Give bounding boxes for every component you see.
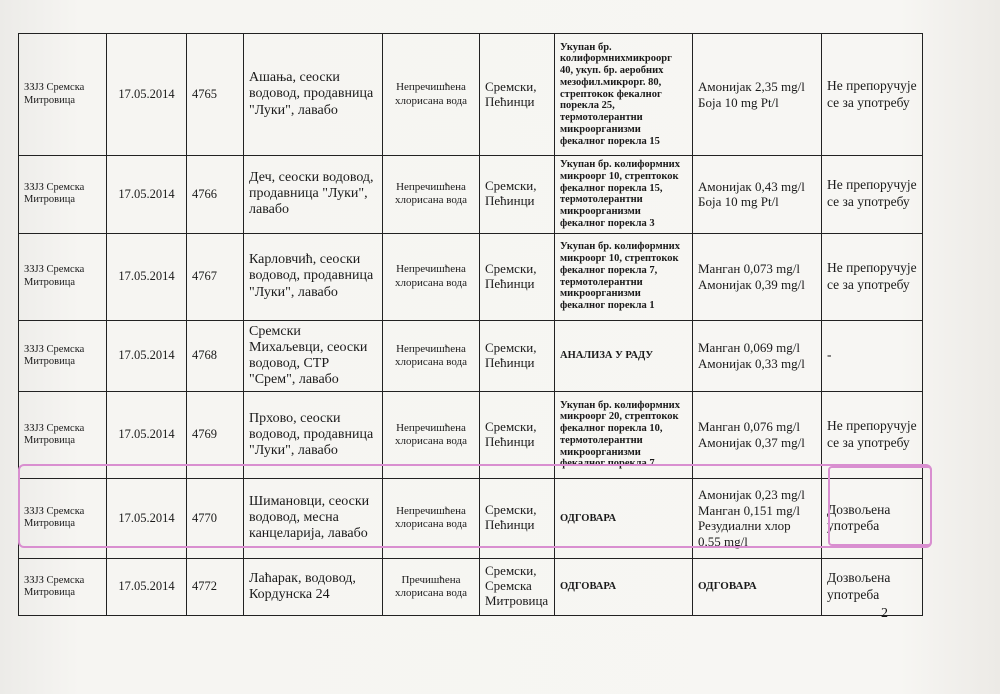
region-cell: Сремски, Пећинци <box>480 478 555 558</box>
table-row <box>19 156 923 234</box>
location-cell: Ашања, сеоски водовод, продавница "Луки", лавабо <box>244 34 383 156</box>
microbiology-cell: ОДГОВАРА <box>555 558 693 615</box>
page-number: 2 <box>881 606 888 621</box>
location-cell: Карловчић, сеоски водовод, продавница "Луки", лавабо <box>244 233 383 320</box>
verdict-cell: Не препоручује се за употребу <box>822 233 923 320</box>
table-row <box>19 320 923 391</box>
chemistry-cell: Амонијак 0,23 mg/l Манган 0,151 mg/l Резудиални хлор 0,55 mg/l <box>693 478 822 558</box>
water-type-cell: Непречишћена хлорисана вода <box>383 233 480 320</box>
location-cell: Сремски Михаљевци, сеоски водовод, СТР "Срем", лавабо <box>244 320 383 391</box>
chemistry-cell: Амонијак 0,43 mg/l Боја 10 mg Pt/l <box>693 156 822 234</box>
date-cell: 17.05.2014 <box>107 391 187 478</box>
date-cell: 17.05.2014 <box>107 156 187 234</box>
chemistry-cell: Манган 0,069 mg/l Амонијак 0,33 mg/l <box>693 320 822 391</box>
water-type-cell: Непречишћена хлорисана вода <box>383 156 480 234</box>
sample-number-cell: 4770 <box>187 478 244 558</box>
table-row <box>19 391 923 478</box>
chemistry-cell: Манган 0,076 mg/l Амонијак 0,37 mg/l <box>693 391 822 478</box>
microbiology-cell: Укупан бр. колиформних микроорг 10, стрептокок фекалног порекла 15, термотолерантни микроорганизми фекалног порекла 3 <box>555 156 693 234</box>
microbiology-cell: ОДГОВАРА <box>555 478 693 558</box>
water-type-cell: Непречишћена хлорисана вода <box>383 320 480 391</box>
table-row <box>19 233 923 320</box>
region-cell: Сремски, Пећинци <box>480 320 555 391</box>
sample-number-cell: 4772 <box>187 558 244 615</box>
sample-number-cell: 4767 <box>187 233 244 320</box>
location-cell: Шимановци, сеоски водовод, месна канцеларија, лавабо <box>244 478 383 558</box>
microbiology-cell: АНАЛИЗА У РАДУ <box>555 320 693 391</box>
chemistry-cell: ОДГОВАРА <box>693 558 822 615</box>
date-cell: 17.05.2014 <box>107 34 187 156</box>
verdict-cell: Дозвољена употреба <box>822 558 923 615</box>
institute-cell: ЗЗЈЗ Сремска Митровица <box>19 156 107 234</box>
sample-number-cell: 4766 <box>187 156 244 234</box>
water-type-cell: Непречишћена хлорисана вода <box>383 478 480 558</box>
sample-number-cell: 4768 <box>187 320 244 391</box>
region-cell: Сремски, Пећинци <box>480 391 555 478</box>
verdict-cell: - <box>822 320 923 391</box>
institute-cell: ЗЗЈЗ Сремска Митровица <box>19 233 107 320</box>
verdict-cell: Не препоручује се за употребу <box>822 156 923 234</box>
water-type-cell: Пречишћена хлорисана вода <box>383 558 480 615</box>
date-cell: 17.05.2014 <box>107 558 187 615</box>
region-cell: Сремски, Пећинци <box>480 156 555 234</box>
table-row-highlighted <box>19 478 923 558</box>
date-cell: 17.05.2014 <box>107 233 187 320</box>
chemistry-cell: Амонијак 2,35 mg/l Боја 10 mg Pt/l <box>693 34 822 156</box>
chemistry-cell: Манган 0,073 mg/l Амонијак 0,39 mg/l <box>693 233 822 320</box>
sample-number-cell: 4765 <box>187 34 244 156</box>
institute-cell: ЗЗЈЗ Сремска Митровица <box>19 34 107 156</box>
institute-cell: ЗЗЈЗ Сремска Митровица <box>19 391 107 478</box>
date-cell: 17.05.2014 <box>107 478 187 558</box>
verdict-cell: Дозвољена употреба <box>822 478 923 558</box>
verdict-cell: Не препоручује се за употребу <box>822 34 923 156</box>
microbiology-cell: Укупан бр. колиформнихмикроорг 40, укуп. бр. аеробних мезофил.микрорг. 80, стрептокок фекалног порекла 25, термотолерантни микроорганизми фекалног порекла 15 <box>555 34 693 156</box>
table-row <box>19 558 923 615</box>
sample-number-cell: 4769 <box>187 391 244 478</box>
region-cell: Сремски, Пећинци <box>480 233 555 320</box>
microbiology-cell: Укупан бр. колиформних микроорг 10, стрептокок фекалног порекла 7, термотолерантни микроорганизми фекалног порекла 1 <box>555 233 693 320</box>
region-cell: Сремски, Пећинци <box>480 34 555 156</box>
institute-cell: ЗЗЈЗ Сремска Митровица <box>19 320 107 391</box>
institute-cell: ЗЗЈЗ Сремска Митровица <box>19 558 107 615</box>
date-cell: 17.05.2014 <box>107 320 187 391</box>
institute-cell: ЗЗЈЗ Сремска Митровица <box>19 478 107 558</box>
region-cell: Сремски, Сремска Митровица <box>480 558 555 615</box>
verdict-cell: Не препоручује се за употребу <box>822 391 923 478</box>
location-cell: Деч, сеоски водовод, продавница "Луки", лавабо <box>244 156 383 234</box>
water-quality-table <box>18 33 923 616</box>
water-type-cell: Непречишћена хлорисана вода <box>383 391 480 478</box>
location-cell: Прхово, сеоски водовод, продавница "Луки", лавабо <box>244 391 383 478</box>
microbiology-cell: Укупан бр. колиформних микроорг 20, стрептокок фекалног порекла 10, термотолерантни микроорганизми фекалног порекла 7 <box>555 391 693 478</box>
water-type-cell: Непречишћена хлорисана вода <box>383 34 480 156</box>
location-cell: Лаћарак, водовод, Кордунска 24 <box>244 558 383 615</box>
table-row <box>19 34 923 156</box>
